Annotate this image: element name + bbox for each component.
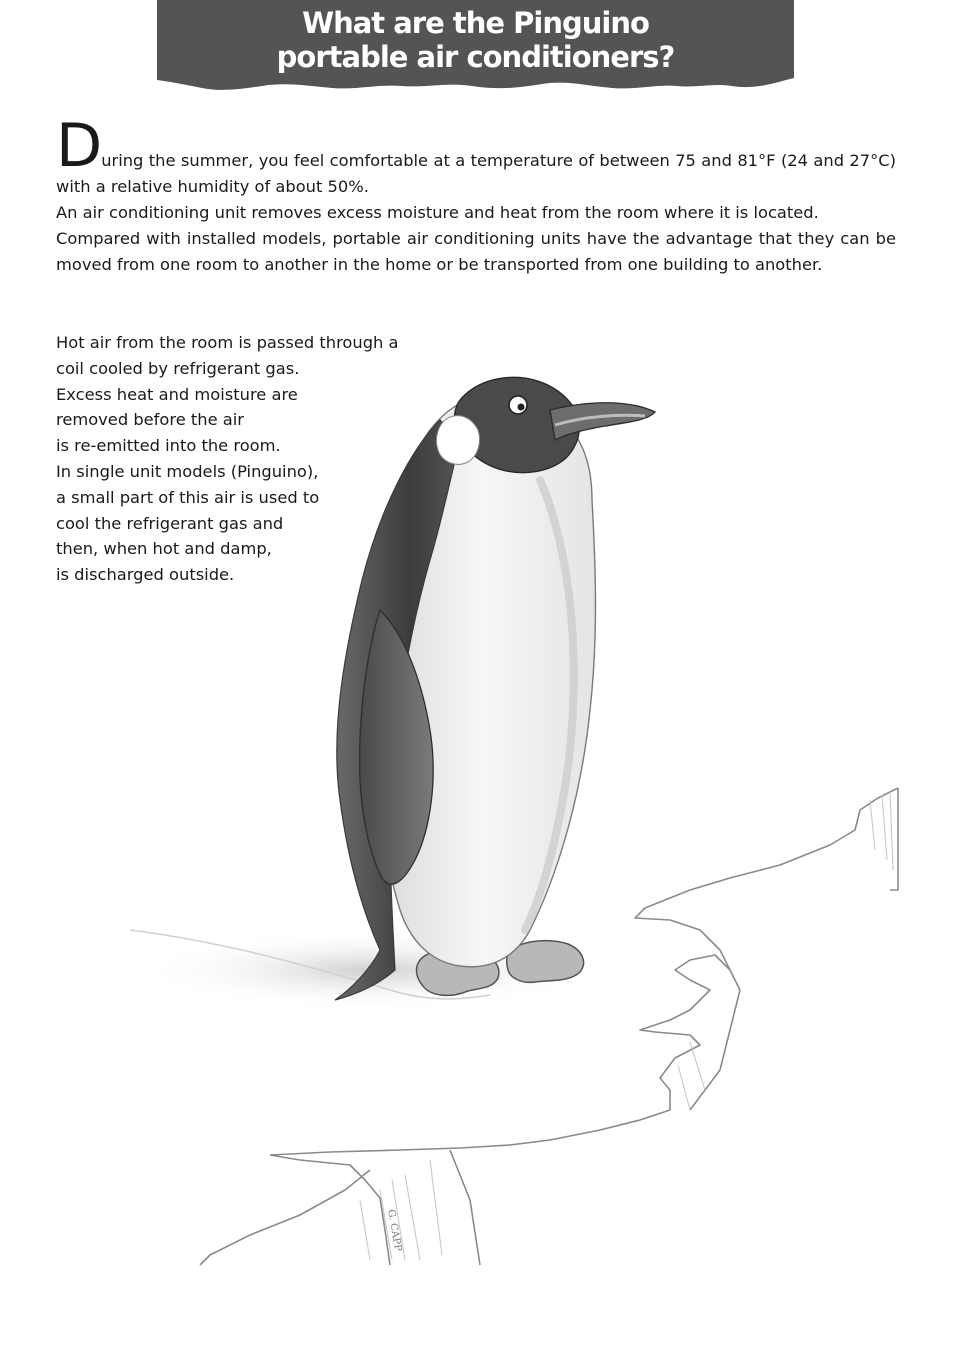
- side-text-line: Excess heat and moisture are: [56, 384, 298, 404]
- intro-paragraph-1: [56, 111, 896, 200]
- penguin-ear-patch: [436, 416, 479, 465]
- side-text-line: is discharged outside.: [56, 565, 235, 585]
- side-text-line: Hot air from the room is passed through a: [56, 333, 399, 352]
- penguin-pupil: [518, 404, 525, 411]
- side-text-line: is re-emitted into the room.: [56, 436, 281, 456]
- page-title-line-2: portable air conditioners?: [276, 40, 675, 74]
- side-text-line: a small part of this air is used to: [56, 487, 320, 507]
- side-text-line: In single unit models (Pinguino),: [56, 461, 319, 481]
- side-text-line: removed before the air: [56, 410, 244, 430]
- page-title: [157, 6, 794, 74]
- side-text-line: then, when hot and damp,: [56, 539, 272, 559]
- artist-signature: G. CAPP: [385, 1208, 404, 1253]
- intro-text: [56, 111, 896, 278]
- side-text-line: coil cooled by refrigerant gas.: [56, 358, 300, 378]
- side-text: [56, 330, 436, 588]
- title-banner: [157, 0, 794, 96]
- intro-paragraph-3: Compared with installed models, portable air conditioning units have the advantage that they can be moved from one room to another in the home or be transported from one building to another.: [56, 229, 896, 274]
- penguin-eye: [509, 396, 527, 414]
- drop-cap: D: [56, 111, 101, 181]
- side-text-line: cool the refrigerant gas and: [56, 513, 284, 533]
- intro-paragraph-2: An air conditioning unit removes excess moisture and heat from the room where it is located.: [56, 203, 819, 222]
- intro-paragraph-1-text: uring the summer, you feel comfortable at a temperature of between 75 and 81°F (24 and 27°C) with a relative humidity of about 50%.: [56, 151, 896, 196]
- page-title-line-1: What are the Pinguino: [302, 6, 649, 40]
